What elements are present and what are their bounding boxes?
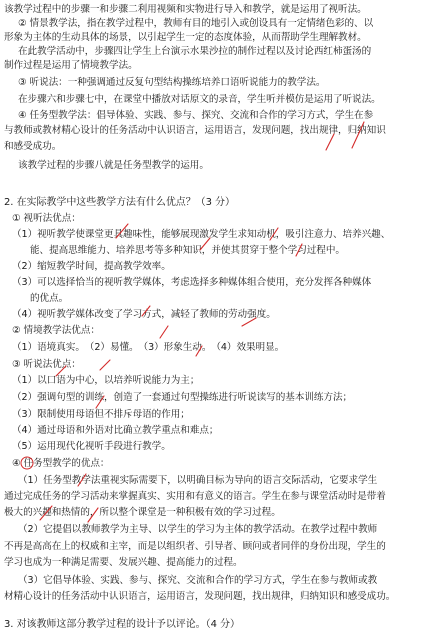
part2-line-12: （2）强调句型的训练，创造了一套通过句型操练进行听说读写的基本训练方法； [12,392,353,403]
part1-line-2: ② 情景教学法，指在教学过程中，教师有目的地引入或创设具有一定情绪色彩的、以 [18,18,374,29]
part1-line-8: ④ 任务型教学法：倡导体验、实践、参与、探究、交流和合作的学习方式，学生在参 [18,110,374,121]
part2-line-17: （1）任务型教学法重视实际需要下，以明确目标为导向的语言交际活动，它要求学生 [18,475,378,486]
part2-line-23: （3）它倡导体验、实践、参与、探究、交流和合作的学习方式，学生在参与教师或教 [18,575,378,586]
part1-line-9: 与教师或教材精心设计的任务活动中认识语言，运用语言，发现问题，找出规律，归纳知识 [4,125,386,136]
part2-line-20: （2）它提倡以教师教学为主导、以学生的学习为主体的教学活动。在教学过程中教师 [18,524,378,535]
question-3: 3. 对该教师这部分教学过程的设计予以评论。（4 分） [4,619,240,630]
part1-line-10: 和感受成功。 [4,141,62,152]
part2-line-22: 学习也成为一种满足需要、发展兴趣、提高能力的过程。 [4,557,243,568]
part2-line-21: 不再是高高在上的权威和主宰，而是以组织者、引导者、顾问或者同伴的身份出现，学生的 [4,541,386,552]
part2-line-11: （1）以口语为中心，以培养听说能力为主； [12,375,200,386]
part2-line-3: 能、提高思维能力、培养思考等多种知识，并使其贯穿于整个学习过程中。 [30,245,345,256]
part2-line-10: ③ 听说法优点： [12,359,81,370]
part1-line-6: ③ 听说法：一种强调通过反复句型结构操练培养口语听说能力的教学法。 [18,77,326,88]
part2-line-7: （4）视听教学媒体改变了学习方式，减轻了教师的劳动强度。 [12,309,276,320]
part1-line-3: 形象为主体的生动具体的场景，以引起学生一定的态度体验，从而帮助学生理解教材。 [4,32,367,43]
part2-line-2: （1）视听教学使课堂更具趣味性，能够展现激发学生求知动机，吸引注意力、培养兴趣、 [12,229,391,240]
part2-line-13: （3）限制使用母语但不排斥母语的作用； [12,409,190,420]
part2-line-15: （5）运用现代化视听手段进行教学。 [12,441,171,452]
part2-line-18: 通过完成任务的学习活动来掌握真实、实用和有意义的语言。学生在参与课堂活动时是带着 [4,491,386,502]
question-2: 2. 在实际教学中这些教学方法有什么优点？（3 分） [4,197,235,208]
part2-line-5: （3）可以选择恰当的视听教学媒体，考虑选择多种媒体组合使用，充分发挥各种媒体 [12,277,372,288]
part2-line-1: ① 视听法优点： [12,213,81,224]
part1-line-1: 该教学过程中的步骤一和步骤二利用视频和实物进行导入和教学，就是运用了视听法。 [4,4,367,15]
part1-line-5: 制作过程是运用了情境教学法。 [4,60,138,71]
part1-line-4: 在此教学活动中，步骤四让学生上台演示水果沙拉的制作过程以及讨论西红柿蛋汤的 [18,46,372,57]
part2-line-19: 极大的兴趣和热情的，所以整个课堂是一种积极有效的学习过程。 [4,507,281,518]
part2-line-24: 材精心设计的任务活动中认识语言，运用语言，发现问题，找出规律，归纳知识和感受成功。 [4,591,396,602]
part2-line-14: （4）通过母语和外语对比确立教学重点和难点； [12,425,219,436]
part2-line-4: （2）缩短教学时间，提高教学效率。 [12,261,171,272]
part2-line-8: ② 情境教学法优点： [12,325,100,336]
part1-line-11: 该教学过程的步骤八就是任务型教学的运用。 [18,160,209,171]
part2-line-16: ④ 任务型教学的优点： [12,458,110,469]
part2-line-9: （1）语境真实。 （2）易懂。 （3）形象生动。 （4）效果明显。 [12,342,285,353]
part2-line-6: 的优点。 [30,293,69,304]
part1-line-7: 在步骤六和步骤七中，在课堂中播放对话原文的录音，学生听并模仿是运用了听说法。 [18,94,381,105]
